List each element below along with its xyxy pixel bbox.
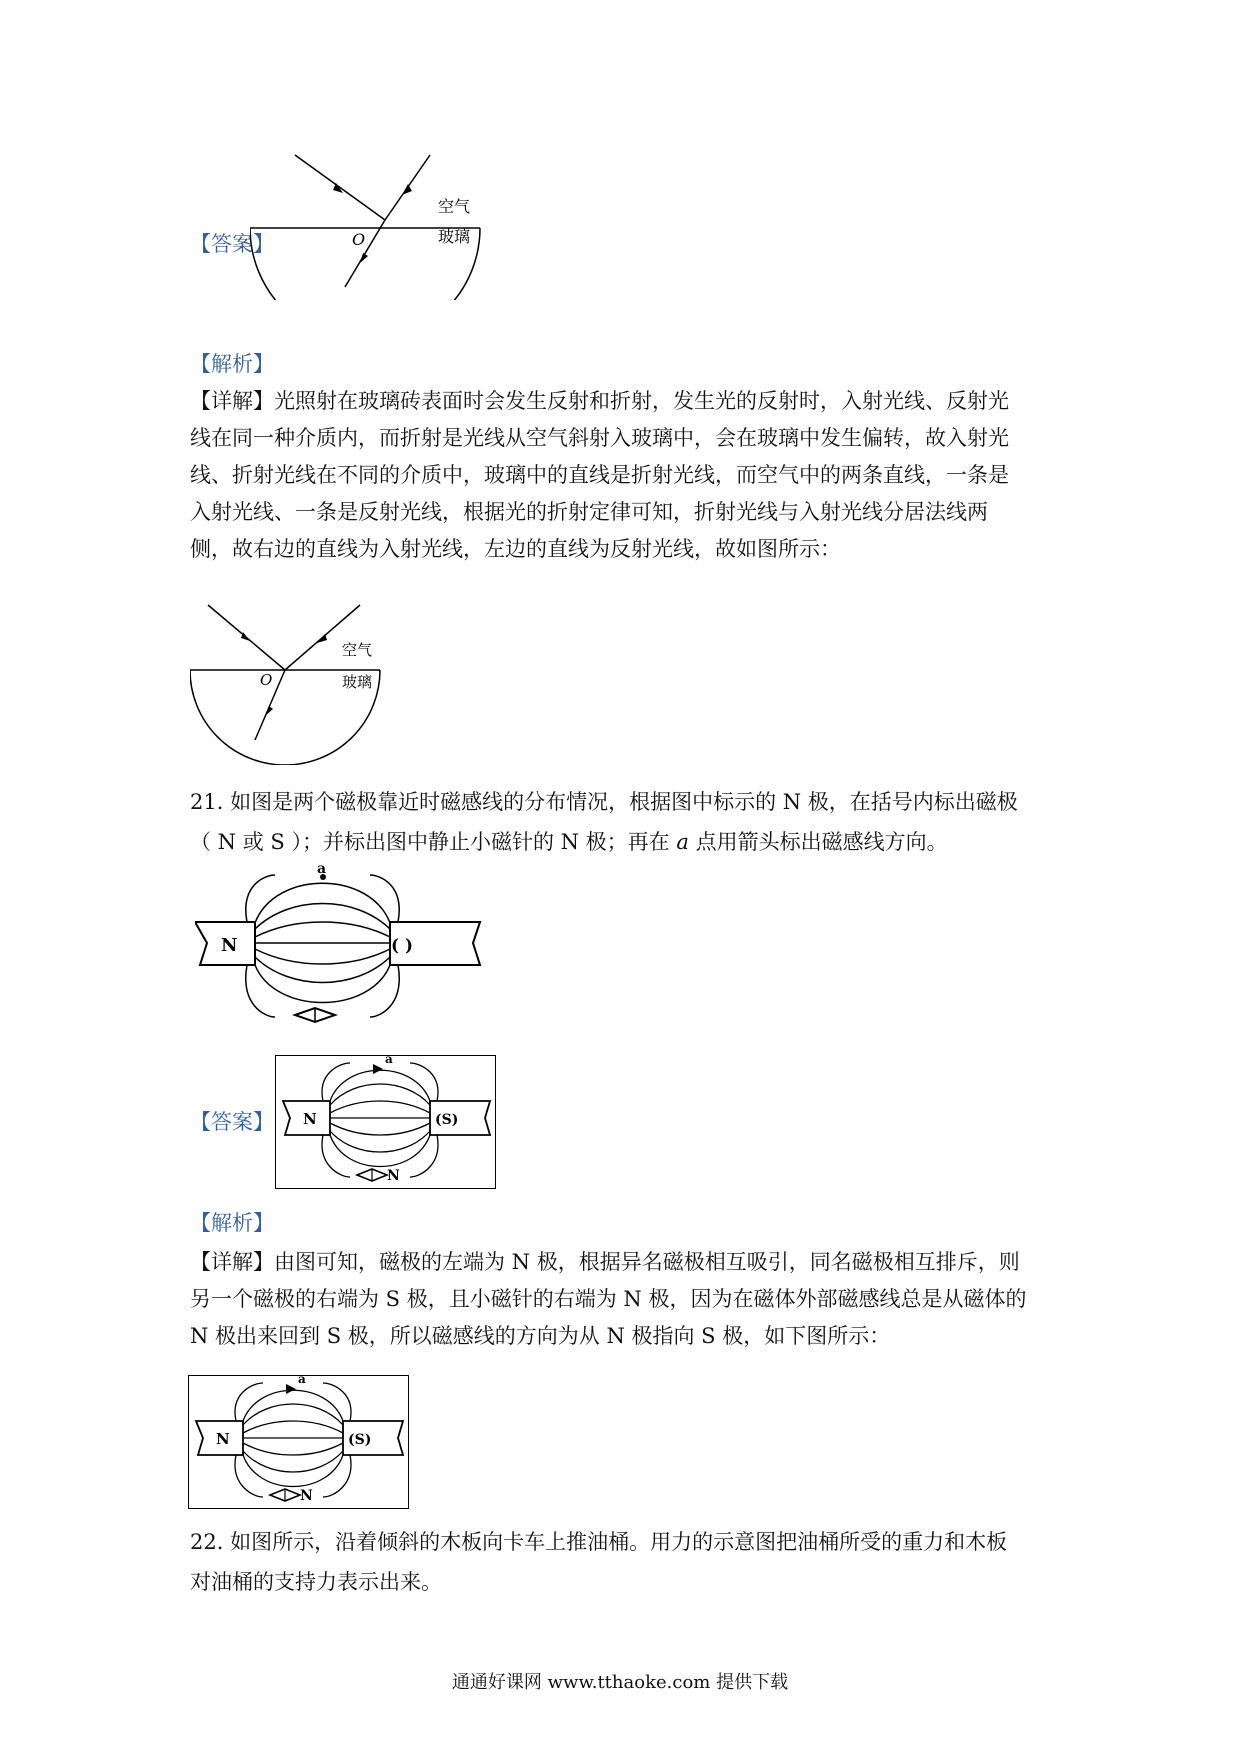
point-a-label: a (317, 865, 327, 877)
question-text: 点用箭头标出磁感线方向。 (688, 830, 948, 854)
pole-s-label: (S) (435, 1112, 459, 1128)
answer-label: 【答案】 (190, 1110, 274, 1134)
detail-line: 另一个磁极的右端为 S 极，且小磁针的右端为 N 极，因为在磁体外部磁感线总是从磁体的 (190, 1287, 1027, 1311)
glass-label: 玻璃 (342, 673, 373, 691)
detail-line: 【详解】由图可知，磁极的左端为 N 极，根据异名磁极相互吸引，同名磁极相互排斥，则 (190, 1250, 1020, 1274)
analysis-label: 【解析】 (190, 1211, 274, 1235)
refraction-diagram-answer (250, 150, 510, 300)
analysis-label: 【解析】 (190, 352, 274, 376)
magnet-field-answer-diagram (275, 1055, 500, 1190)
refraction-diagram-analysis (190, 600, 420, 765)
detail-line: 侧，故右边的直线为入射光线，左边的直线为反射光线，故如图所示： (190, 537, 841, 561)
detail-line: 线、折射光线在不同的介质中，玻璃中的直线是折射光线，而空气中的两条直线，一条是 (190, 463, 1009, 487)
point-a-label: a (298, 1375, 306, 1386)
variable-a: a (676, 830, 689, 854)
detail-line: 线在同一种介质内，而折射是光线从空气斜射入玻璃中，会在玻璃中发生偏转，故入射光 (190, 426, 1009, 450)
point-o-label: O (260, 671, 273, 689)
detail-paragraph (190, 383, 1050, 568)
question-line (190, 822, 1070, 862)
magnet-field-analysis-diagram (188, 1375, 413, 1510)
pole-n-label: N (221, 935, 238, 956)
question-21 (190, 782, 1070, 862)
air-label: 空气 (438, 197, 471, 216)
answer-label: 【答案】 (190, 232, 274, 256)
question-line: 22. 如图所示，沿着倾斜的木板向卡车上推油桶。用力的示意图把油桶所受的重力和木板 (190, 1530, 1008, 1554)
pole-s-label: (S) (348, 1432, 372, 1448)
needle-n-label: N (300, 1488, 313, 1504)
air-label: 空气 (342, 641, 373, 659)
detail-paragraph (190, 1244, 1050, 1355)
point-o-label: O (352, 230, 366, 249)
question-text: （ N 或 S ）；并标出图中静止小磁针的 N 极；再在 (190, 830, 677, 854)
question-line: 对油桶的支持力表示出来。 (190, 1570, 442, 1594)
needle-n-label: N (387, 1168, 400, 1184)
point-a-label: a (385, 1055, 393, 1066)
magnet-field-diagram (195, 865, 485, 1030)
detail-line: N 极出来回到 S 极，所以磁感线的方向为从 N 极指向 S 极，如下图所示： (190, 1324, 891, 1348)
glass-label: 玻璃 (438, 227, 471, 246)
pole-n-label: N (303, 1110, 317, 1128)
page-footer: 通通好课网 www.tthaoke.com 提供下载 (451, 1672, 789, 1693)
pole-blank-label: ( ) (391, 936, 414, 956)
pole-n-label: N (216, 1430, 230, 1448)
detail-line: 入射光线、一条是反射光线，根据光的折射定律可知，折射光线与入射光线分居法线两 (190, 500, 988, 524)
detail-line: 【详解】光照射在玻璃砖表面时会发生反射和折射，发生光的反射时，入射光线、反射光 (190, 389, 1009, 413)
question-line: 21. 如图是两个磁极靠近时磁感线的分布情况，根据图中标示的 N 极，在括号内标出磁极 (190, 790, 1018, 814)
question-22 (190, 1522, 1070, 1602)
